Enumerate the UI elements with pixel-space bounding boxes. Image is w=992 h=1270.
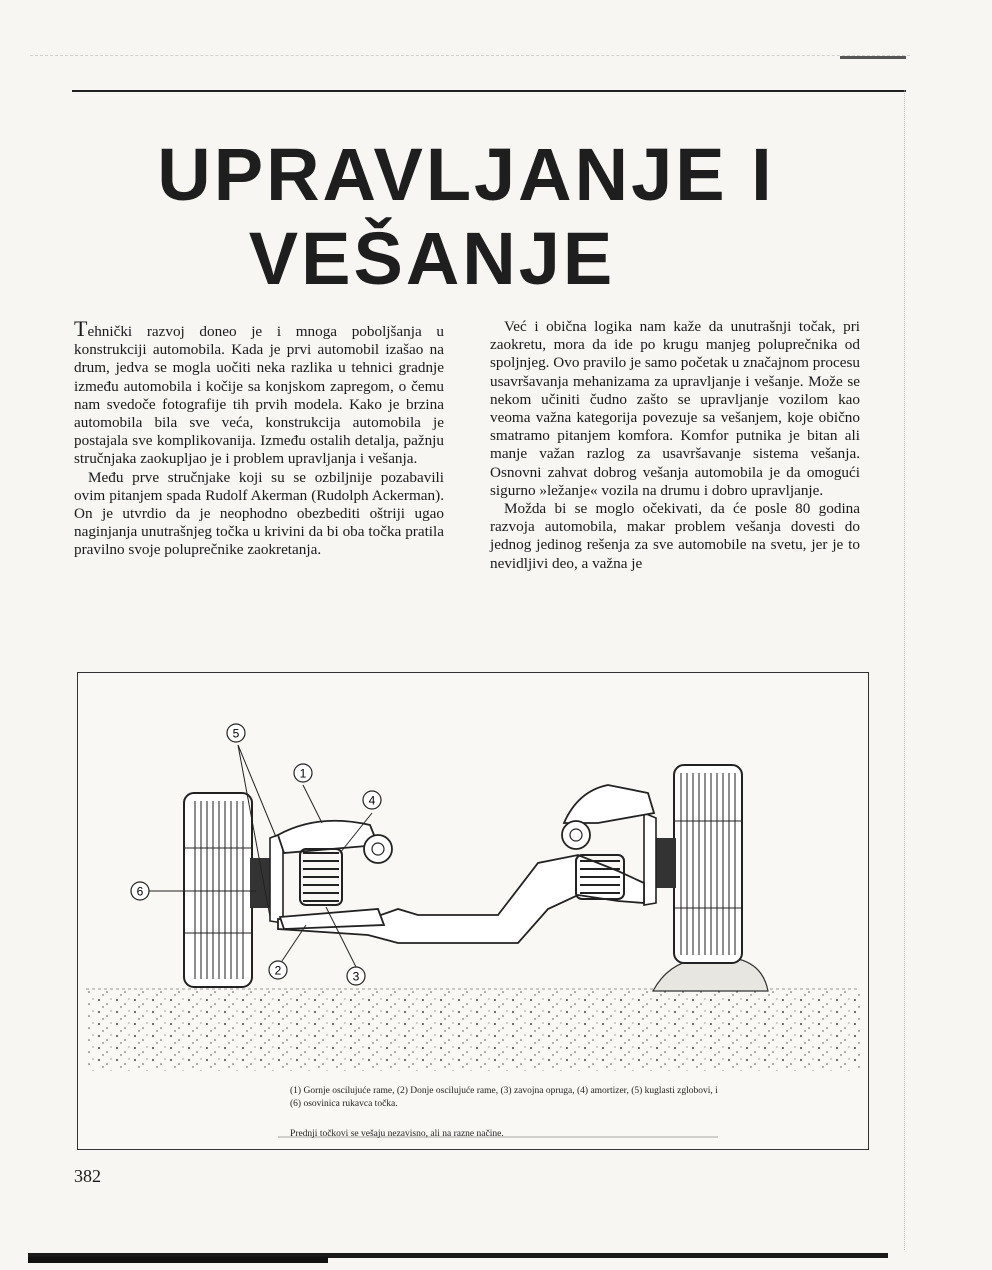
scan-artifact-dots bbox=[30, 55, 910, 57]
header-rule bbox=[72, 90, 906, 92]
left-pivot bbox=[364, 835, 392, 863]
svg-text:1: 1 bbox=[299, 766, 307, 781]
chapter-title-line-1: UPRAVLJANJE I bbox=[157, 133, 775, 216]
left-coil-spring bbox=[300, 849, 342, 905]
page-number: 382 bbox=[74, 1166, 101, 1186]
scan-bottom-edge-thick bbox=[28, 1257, 328, 1263]
left-paragraph-2: Među prve stručnjake koji su se ozbiljnije pozabavili ovim pitanjem spada Rudolf Akerman (Rudolph Ackerman). On je utvrdio da je neophodno obezbediti oštriji ugao naginjanja unutrašnjeg točka u krivini da bi oba točka pratila pravilno svoje poluprečnike zaokretanja. bbox=[74, 468, 444, 559]
right-pivot bbox=[562, 821, 590, 849]
svg-text:2: 2 bbox=[274, 963, 282, 978]
svg-text:4: 4 bbox=[368, 793, 376, 808]
suspension-diagram bbox=[78, 673, 868, 1149]
callout-5 bbox=[227, 724, 245, 742]
callout-2 bbox=[269, 961, 287, 979]
left-column bbox=[74, 318, 444, 560]
right-coil-spring bbox=[576, 855, 624, 899]
callout-4 bbox=[363, 791, 381, 809]
svg-text:6: 6 bbox=[136, 884, 144, 899]
left-steering-knuckle bbox=[250, 833, 283, 923]
road-gravel bbox=[86, 989, 860, 1071]
scan-artifact-smudge bbox=[840, 56, 906, 59]
right-upper-control-arm bbox=[564, 785, 654, 823]
svg-text:5: 5 bbox=[232, 726, 240, 741]
suspension-figure bbox=[77, 672, 869, 1150]
svg-text:3: 3 bbox=[352, 969, 360, 984]
right-paragraph-2: Možda bi se moglo očekivati, da će posle 80 godina razvoja automobila, makar problem vešanja dovesti do jednog jedinog rešenja za sve automobile na svetu, jer je to nevidljivi deo, a važna je bbox=[490, 500, 860, 572]
left-paragraph-1: Tehnički razvoj doneo je i mnoga poboljšanja u konstrukciji automobila. Kada je prvi automobil izašao na drum, jedva se mogla uočiti neka razlika u tehnici gradnje između automobila i kočije sa konjskom zapregom, o čemu nam svedoče fotografije tih prvih modela. Kako je brzina automobila bila sve veća, konstrukcija automobila je postajala sve komplikovanija. Između ostalih detalja, pažnju stručnjaka zaokupljao je i problem upravljanja i vešanja. bbox=[74, 316, 444, 468]
figure-caption: (1) Gornje oscilujuće rame, (2) Donje oscilujuće rame, (3) zavojna opruga, (4) amortizer, (5) kuglasti zglobovi, i (6) osovinica rukavca točka. bbox=[290, 1086, 718, 1109]
right-steering-knuckle bbox=[644, 813, 676, 905]
callout-3 bbox=[347, 967, 365, 985]
callout-6 bbox=[131, 882, 149, 900]
left-wheel bbox=[184, 793, 252, 987]
figure-caption-2: Prednji točkovi se vešaju nezavisno, ali na razne načine. bbox=[290, 1129, 504, 1139]
dropcap: T bbox=[74, 316, 88, 341]
right-paragraph-1: Već i obična logika nam kaže da unutrašnji točak, pri zaokretu, mora da ide po krugu manjeg poluprečnika od spoljnjeg. Ovo pravilo je samo početak u značajnom procesu usavršavanja mehanizama za upravljanje i vešanje. Može se nekom učiniti čudno zašto se upravljanje vozilom kao veoma važna kategorija povezuje sa vešanjem, koje obično smatramo pitanjem komfora. Komfor putnika je bitan ali manje važan razlog za usavršavanje sistema vešanja. Osnovni zahvat dobrog vešanja automobila je da omogući sigurno »ležanje« vozila na drumu i dobro upravljanje. bbox=[490, 318, 860, 499]
chapter-title-line-2: VEŠANJE bbox=[248, 217, 616, 300]
right-column bbox=[490, 318, 860, 573]
callout-1 bbox=[294, 764, 312, 782]
right-wheel bbox=[674, 765, 742, 963]
